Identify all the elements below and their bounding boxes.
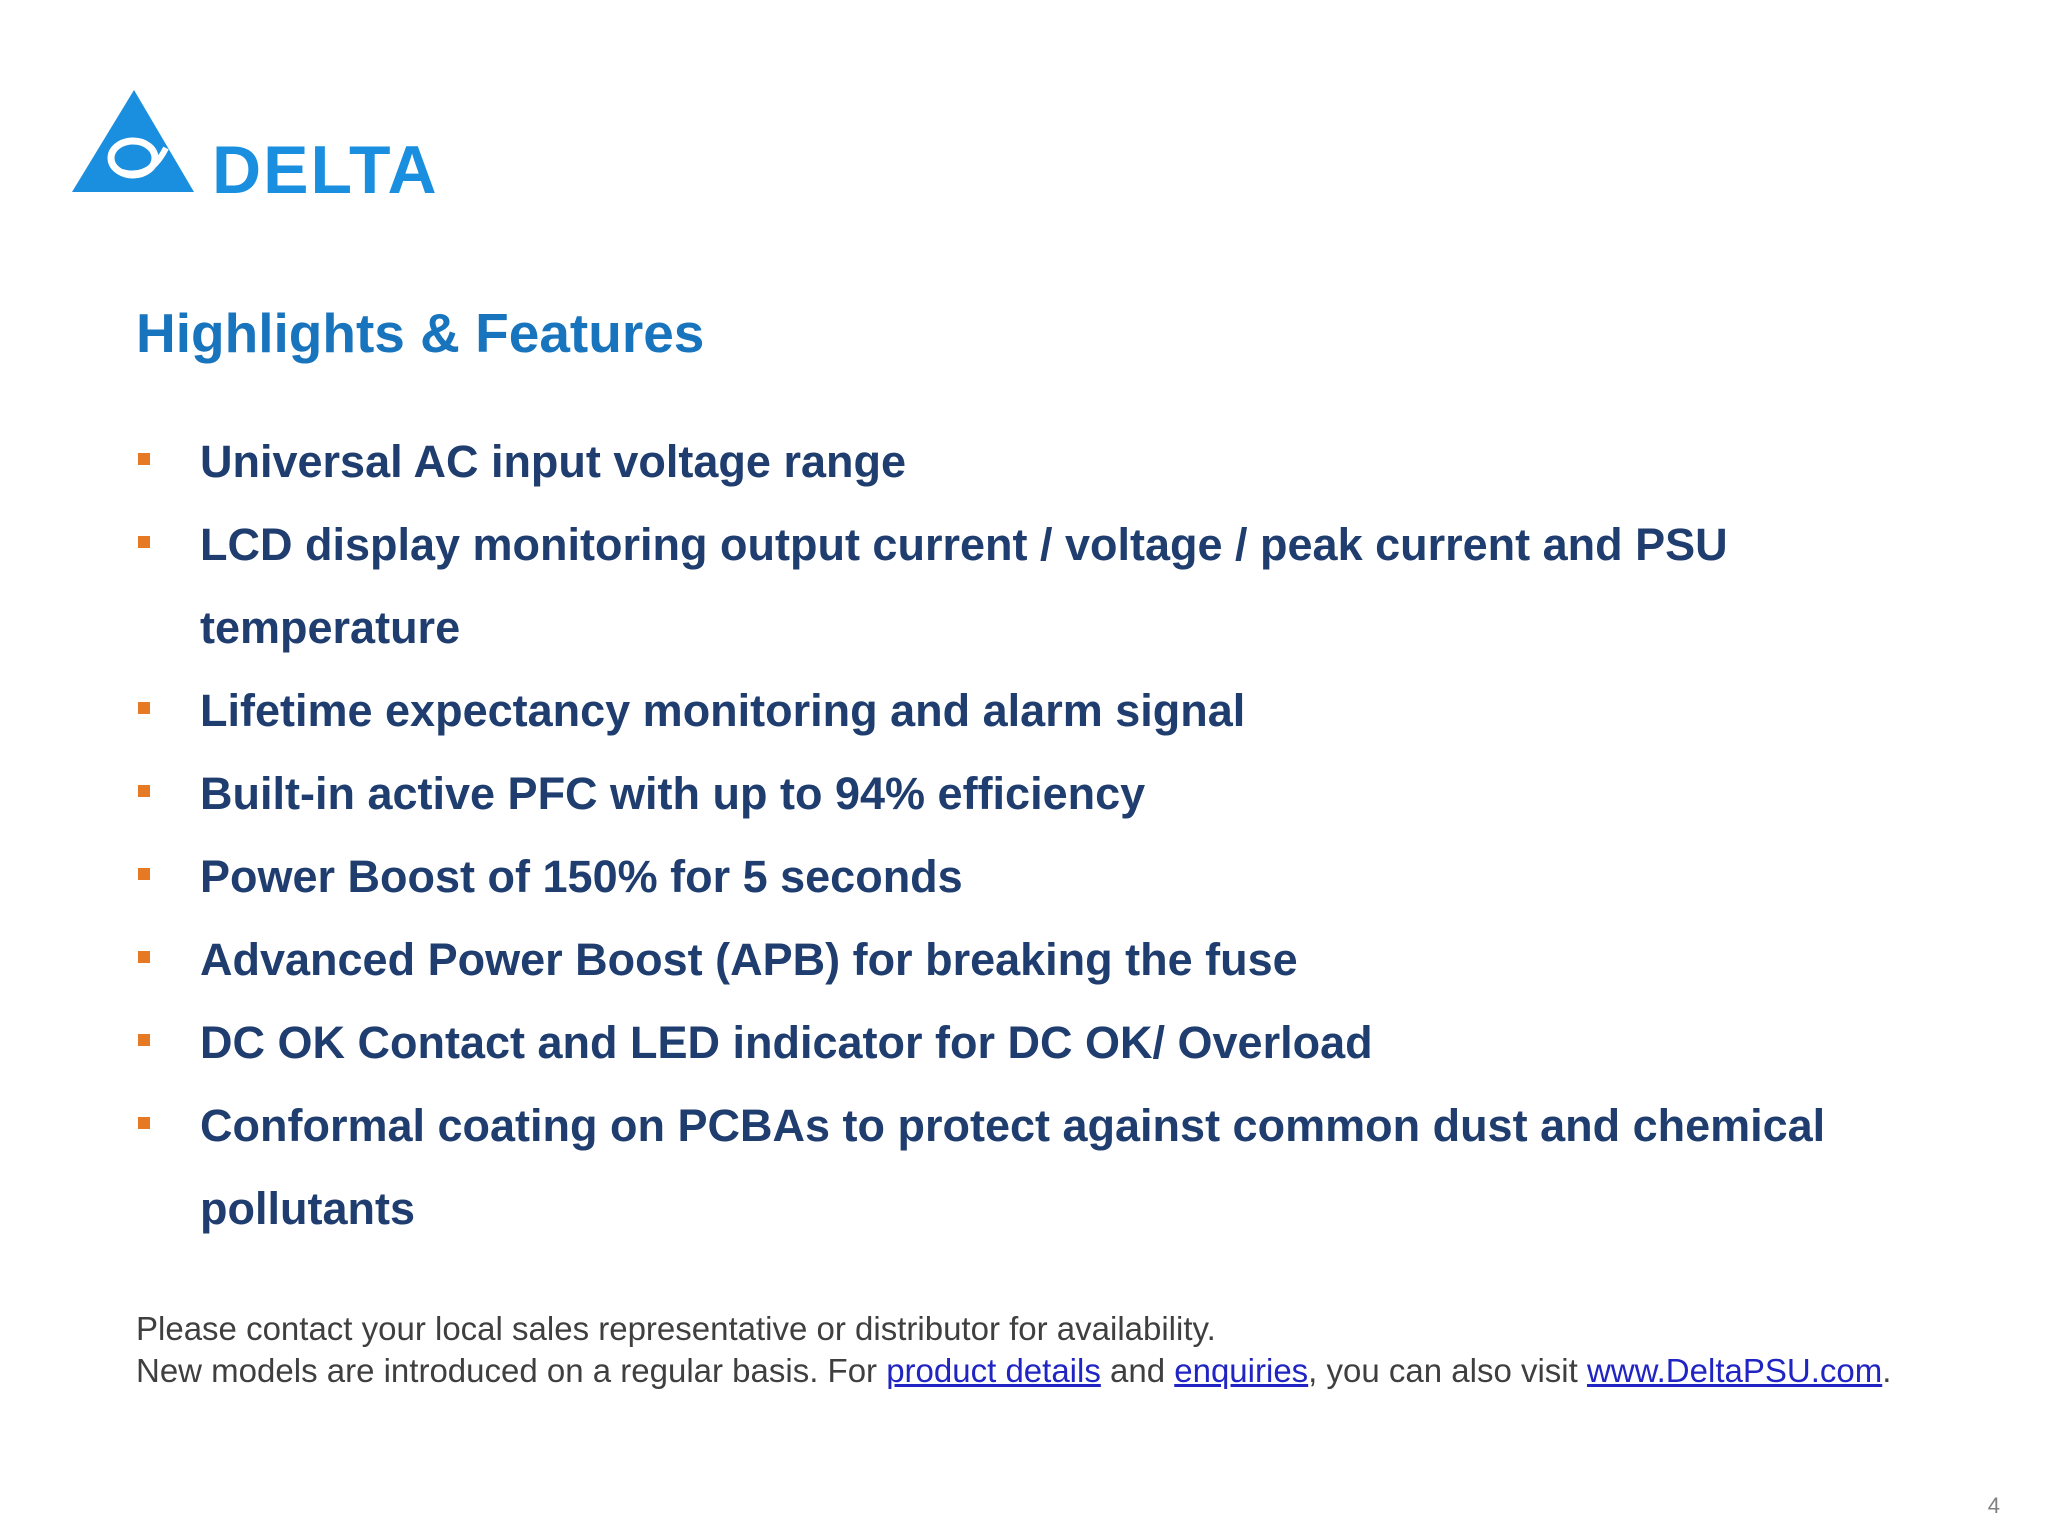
page-number: 4	[1987, 1493, 2000, 1518]
feature-item	[136, 1084, 1956, 1250]
availability-note: Please contact your local sales representative or distributor for availability.	[136, 1310, 1216, 1347]
feature-text: Built-in active PFC with up to 94% efficiency	[200, 768, 1146, 819]
bullet-square-icon	[138, 536, 150, 548]
bullet-square-icon	[138, 453, 150, 465]
delta-wordmark: DELTA	[212, 132, 439, 208]
page-title: Highlights & Features	[136, 302, 705, 364]
bullet-square-icon	[138, 951, 150, 963]
bullet-square-icon	[138, 868, 150, 880]
feature-text: LCD display monitoring output current / voltage / peak current and PSU temperature	[200, 519, 1728, 653]
visit-note: New models are introduced on a regular basis. For product details and enquiries, you can also visit www.DeltaPSU.com.	[136, 1352, 1892, 1389]
feature-item	[136, 918, 1956, 1001]
bullet-square-icon	[138, 785, 150, 797]
enquiries-link[interactable]: enquiries	[1174, 1352, 1309, 1389]
feature-item	[136, 669, 1956, 752]
feature-list	[136, 420, 1956, 1250]
delta-logo	[70, 88, 439, 208]
product-details-link[interactable]: product details	[886, 1352, 1101, 1389]
feature-text: Advanced Power Boost (APB) for breaking the fuse	[200, 934, 1298, 985]
website-link[interactable]: www.DeltaPSU.com	[1586, 1352, 1883, 1389]
bullet-square-icon	[138, 1117, 150, 1129]
feature-text: Lifetime expectancy monitoring and alarm signal	[200, 685, 1246, 736]
feature-item	[136, 835, 1956, 918]
feature-item	[136, 1001, 1956, 1084]
feature-text: Universal AC input voltage range	[200, 436, 906, 487]
feature-text: DC OK Contact and LED indicator for DC OK/ Overload	[200, 1017, 1373, 1068]
feature-text: Power Boost of 150% for 5 seconds	[200, 851, 963, 902]
feature-item	[136, 503, 1956, 669]
feature-item	[136, 752, 1956, 835]
feature-text: Conformal coating on PCBAs to protect against common dust and chemical pollutants	[200, 1100, 1826, 1234]
bullet-square-icon	[138, 702, 150, 714]
feature-item	[136, 420, 1956, 503]
contact-note	[136, 1308, 2016, 1392]
bullet-square-icon	[138, 1034, 150, 1046]
